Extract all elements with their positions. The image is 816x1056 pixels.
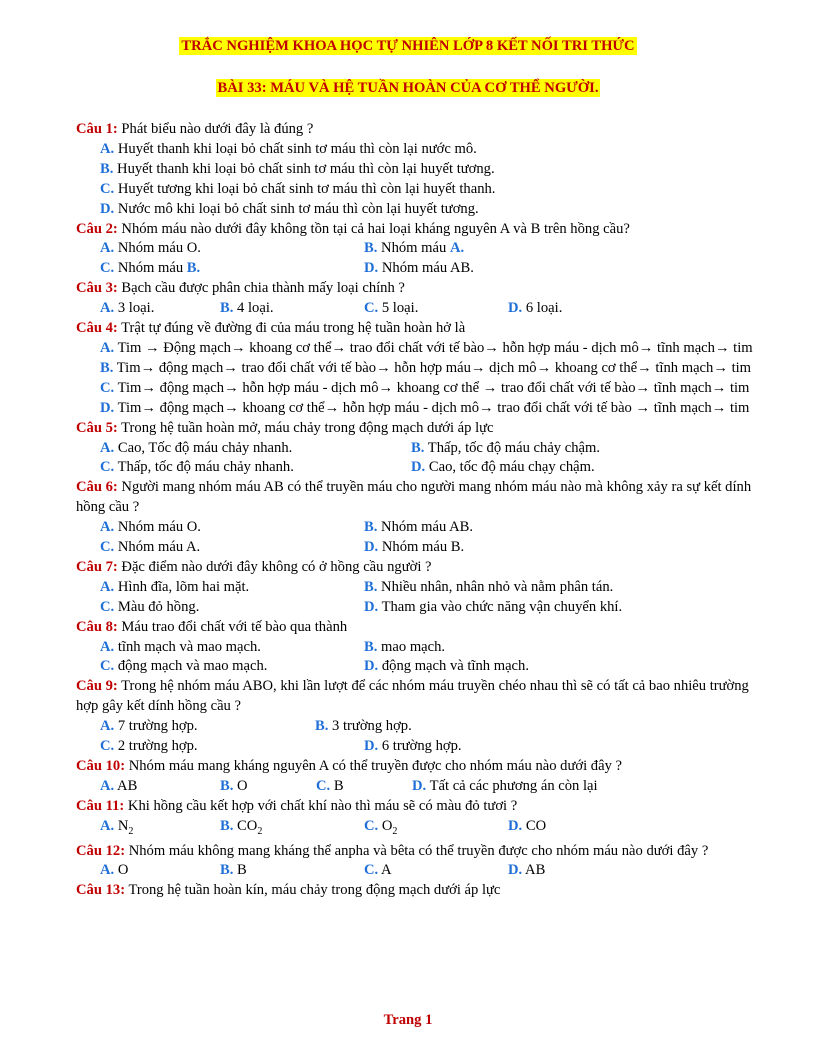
q2-option-d: D. Nhóm máu AB.	[364, 260, 474, 277]
q3-option-a: A. 3 loại.	[100, 300, 155, 317]
q4-option-d: D. Tim→ động mạch→ khoang cơ thể→ hỗn hợp máu - dịch mô→ trao đổi chất với tế bào → tĩnh mạch→ tim	[100, 399, 750, 416]
q9-option-d: D. 6 trường hợp.	[364, 738, 462, 755]
q9-option-c: C. 2 trường hợp.	[100, 738, 198, 755]
q10-option-c: C. B	[316, 777, 344, 794]
q8-option-b: B. mao mạch.	[364, 638, 446, 655]
q6-option-b: B. Nhóm máu AB.	[364, 519, 474, 536]
q10-option-a: A. AB	[100, 777, 138, 794]
q6-option-a: A. Nhóm máu O.	[100, 519, 201, 536]
question-list	[76, 120, 766, 901]
document-title: TRẮC NGHIỆM KHOA HỌC TỰ NHIÊN LỚP 8 KẾT NỐI TRI THỨC	[181, 38, 635, 54]
question-1: Câu 1: Phát biểu nào dưới đây là đúng ?	[76, 121, 314, 137]
q12-option-a: A. O	[100, 862, 129, 879]
q8-option-a: A. tĩnh mạch và mao mạch.	[100, 638, 261, 655]
question-5: Câu 5: Trong hệ tuần hoàn mở, máu chảy trong động mạch dưới áp lực	[76, 419, 494, 436]
q7-option-c: C. Màu đỏ hồng.	[100, 598, 200, 615]
q2-option-a: A. Nhóm máu O.	[100, 240, 201, 257]
q2-option-c: C. Nhóm máu B.	[100, 260, 201, 277]
q9-option-b: B. 3 trường hợp.	[315, 718, 412, 735]
q12-option-b: B. B	[220, 862, 247, 879]
q1-option-d: D. Nước mô khi loại bỏ chất sinh tơ máu thì còn lại huyết tương.	[100, 200, 479, 217]
q3-option-b: B. 4 loại.	[220, 300, 274, 317]
question-8: Câu 8: Máu trao đổi chất với tế bào qua thành	[76, 618, 348, 635]
q8-option-d: D. động mạch và tĩnh mạch.	[364, 658, 529, 675]
question-4: Câu 4: Trật tự đúng về đường đi của máu trong hệ tuần hoàn hở là	[76, 320, 466, 337]
q11-option-b: B. $CO_2$	[220, 817, 263, 837]
q10-option-b: B. O	[220, 777, 248, 794]
page-number: Trang 1	[383, 1012, 433, 1028]
question-13: Câu 13: Trong hệ tuần hoàn kín, máu chảy trong động mạch dưới áp lực	[76, 882, 501, 899]
q11-option-c: C. $O_2$	[364, 817, 398, 837]
q4-option-c: C. Tim→ động mạch→ hỗn hợp máu - dịch mô→ khoang cơ thể → trao đổi chất với tế bào→ tĩnh mạch→ tim	[100, 379, 750, 396]
q5-option-c: C. Thấp, tốc độ máu chảy nhanh.	[100, 459, 294, 476]
q8-option-c: C. động mạch và mao mạch.	[100, 658, 268, 675]
q6-option-c: C. Nhóm máu A.	[100, 539, 201, 556]
q11-option-d: D. CO	[508, 817, 547, 834]
q1-option-a: A. Huyết thanh khi loại bỏ chất sinh tơ máu thì còn lại nước mô.	[100, 140, 477, 157]
q9-option-a: A. 7 trường hợp.	[100, 718, 198, 735]
question-11: Câu 11: Khi hồng cầu kết hợp với chất khí nào thì máu sẽ có màu đỏ tươi ?	[76, 797, 518, 814]
q7-option-a: A. Hình đĩa, lõm hai mặt.	[100, 578, 250, 595]
question-7: Câu 7: Đặc điểm nào dưới đây không có ở hồng cầu người ?	[76, 558, 432, 575]
q4-option-a: A. Tim → Động mạch→ khoang cơ thể→ trao đổi chất với tế bào→ hỗn hợp máu - dịch mô→ tĩnh mạch→ tim	[100, 339, 753, 356]
q5-option-a: A. Cao, Tốc độ máu chảy nhanh.	[100, 439, 293, 456]
question-2: Câu 2: Nhóm máu nào dưới đây không tồn tại cả hai loại kháng nguyên A và B trên hồng cầu?	[76, 220, 630, 237]
q7-option-b: B. Nhiều nhân, nhân nhỏ và nằm phân tán.	[364, 578, 614, 595]
question-10: Câu 10: Nhóm máu mang kháng nguyên A có thể truyền được cho nhóm máu nào dưới đây ?	[76, 758, 622, 774]
question-6: Câu 6: Người mang nhóm máu AB có thể truyền máu cho người mang nhóm máu nào mà không xảy ra sự kết dính hồng cầu ?	[76, 479, 752, 516]
q10-option-d: D. Tất cả các phương án còn lại	[412, 777, 598, 794]
q3-option-c: C. 5 loại.	[364, 300, 419, 317]
q12-option-c: C. A	[364, 862, 392, 879]
q11-option-a: A. $N_2$	[100, 817, 134, 837]
q1-option-b: B. Huyết thanh khi loại bỏ chất sinh tơ máu thì còn lại huyết tương.	[100, 160, 495, 177]
question-3: Câu 3: Bạch cầu được phân chia thành mấy loại chính ?	[76, 280, 405, 297]
q12-option-d: D. AB	[508, 862, 546, 879]
q1-option-c: C. Huyết tương khi loại bỏ chất sinh tơ máu thì còn lại huyết thanh.	[100, 180, 496, 197]
lesson-title: BÀI 33: MÁU VÀ HỆ TUẦN HOÀN CỦA CƠ THỂ NGƯỜI.	[217, 80, 599, 96]
q5-option-d: D. Cao, tốc độ máu chạy chậm.	[411, 459, 595, 476]
q3-option-d: D. 6 loại.	[508, 300, 563, 317]
question-12: Câu 12: Nhóm máu không mang kháng thể anpha và bêta có thể truyền được cho nhóm máu nào dưới đây ?	[76, 842, 709, 859]
q7-option-d: D. Tham gia vào chức năng vận chuyển khí.	[364, 598, 623, 615]
question-9: Câu 9: Trong hệ nhóm máu ABO, khi lần lượt để các nhóm máu truyền chéo nhau thì sẽ có tất cả bao nhiêu trường hợp gây kết dính hồng cầu ?	[76, 678, 749, 715]
q5-option-b: B. Thấp, tốc độ máu chảy chậm.	[411, 439, 601, 456]
q2-option-b: B. Nhóm máu A.	[364, 240, 465, 257]
q6-option-d: D. Nhóm máu B.	[364, 539, 465, 556]
q4-option-b: B. Tim→ động mạch→ trao đổi chất với tế bào→ hỗn hợp máu→ dịch mô→ khoang cơ thể→ tĩnh mạch→ tim	[100, 359, 752, 376]
